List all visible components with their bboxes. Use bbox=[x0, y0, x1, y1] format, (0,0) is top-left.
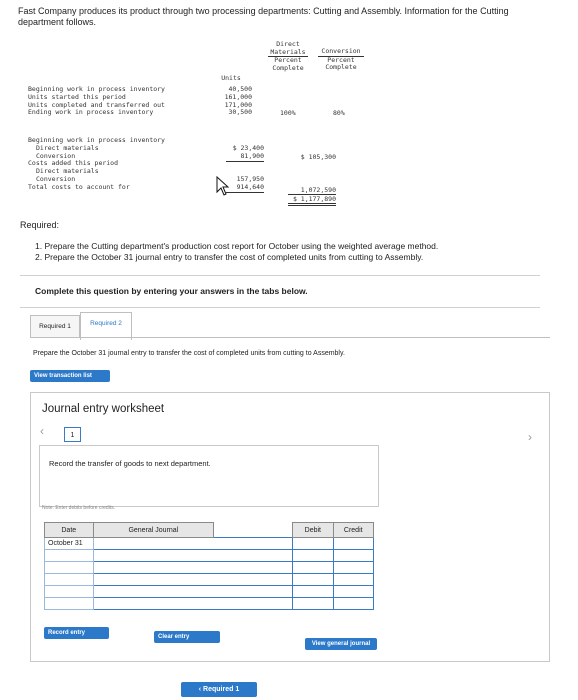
credit-cell[interactable] bbox=[333, 538, 373, 550]
account-cell[interactable] bbox=[93, 586, 293, 598]
row-label: Ending work in process inventory bbox=[28, 108, 154, 117]
account-cell[interactable] bbox=[93, 574, 293, 586]
ending-dm-percent: 100% bbox=[280, 109, 296, 117]
worksheet-note: Note: Enter debits before credits. bbox=[42, 505, 116, 511]
page-number[interactable]: 1 bbox=[64, 427, 81, 442]
table-row bbox=[45, 586, 374, 598]
clear-entry-button[interactable]: Clear entry bbox=[154, 631, 220, 643]
credit-cell[interactable] bbox=[333, 574, 373, 586]
divider bbox=[20, 275, 540, 276]
cost-labels: Beginning work in process inventory Direct materials Conversion Costs added this period Direct materials Conversion Total costs to account for bbox=[28, 136, 165, 191]
header-conversion: Conversion Percent Complete bbox=[318, 48, 364, 72]
bwip-total: $ 105,300 bbox=[300, 153, 336, 161]
account-cell[interactable] bbox=[93, 562, 293, 574]
required-heading: Required: bbox=[20, 220, 60, 230]
date-cell[interactable]: October 31 bbox=[45, 538, 94, 550]
table-row bbox=[45, 550, 374, 562]
cursor-icon bbox=[216, 176, 230, 196]
added-values: 157,950 914,640 bbox=[226, 176, 264, 193]
header-direct-materials: Direct Materials Percent Complete bbox=[268, 41, 308, 72]
unit-row-labels bbox=[28, 86, 165, 117]
table-row bbox=[45, 562, 374, 574]
account-cell[interactable] bbox=[93, 550, 293, 562]
row-label: Beginning work in process inventory bbox=[28, 85, 165, 93]
description-box bbox=[39, 445, 379, 507]
col-debit: Debit bbox=[293, 523, 333, 538]
tab-required-2[interactable]: Required 2 bbox=[80, 312, 132, 340]
record-entry-button[interactable]: Record entry bbox=[44, 627, 109, 639]
date-cell[interactable] bbox=[45, 550, 94, 562]
view-general-journal-button[interactable]: View general journal bbox=[305, 638, 377, 650]
journal-grid bbox=[44, 522, 374, 610]
credit-cell[interactable] bbox=[333, 550, 373, 562]
ending-conv-percent: 80% bbox=[333, 109, 345, 117]
tab-prompt: Prepare the October 31 journal entry to transfer the cost of completed units from cutting to Assembly. bbox=[33, 350, 345, 357]
row-label: Units completed and transferred out bbox=[28, 100, 165, 109]
table-row bbox=[45, 538, 374, 550]
col-date: Date bbox=[45, 523, 94, 538]
prev-page-icon[interactable]: ‹ bbox=[40, 424, 44, 438]
credit-cell[interactable] bbox=[333, 586, 373, 598]
view-transaction-list-button[interactable]: View transaction list bbox=[30, 370, 110, 382]
header-units: Units bbox=[221, 74, 241, 82]
debit-cell[interactable] bbox=[293, 586, 333, 598]
date-cell[interactable] bbox=[45, 562, 94, 574]
debit-cell[interactable] bbox=[293, 598, 333, 610]
tab-required-1[interactable]: Required 1 bbox=[30, 315, 80, 337]
date-cell[interactable] bbox=[45, 598, 94, 610]
worksheet-description: Record the transfer of goods to next department. bbox=[49, 459, 211, 468]
instruction: Complete this question by entering your answers in the tabs below. bbox=[35, 286, 308, 296]
account-cell[interactable] bbox=[93, 538, 293, 550]
credit-cell[interactable] bbox=[333, 598, 373, 610]
tab-border bbox=[30, 337, 550, 338]
debit-cell[interactable] bbox=[293, 574, 333, 586]
next-page-icon[interactable]: › bbox=[528, 430, 532, 444]
worksheet-title: Journal entry worksheet bbox=[42, 403, 165, 415]
required-list bbox=[35, 241, 438, 263]
cost-totals: 1,072,590 $ 1,177,890 bbox=[288, 186, 336, 206]
chevron-left-icon: ‹ bbox=[198, 686, 202, 693]
debit-cell[interactable] bbox=[293, 538, 333, 550]
col-general-journal: General Journal bbox=[93, 523, 214, 538]
prev-required-button[interactable] bbox=[181, 682, 257, 697]
credit-cell[interactable] bbox=[333, 562, 373, 574]
divider bbox=[20, 307, 540, 308]
required-item-1: 1. Prepare the Cutting department's production cost report for October using the weighted average method. bbox=[35, 241, 439, 251]
debit-cell[interactable] bbox=[293, 562, 333, 574]
table-row bbox=[45, 598, 374, 610]
table-row bbox=[45, 574, 374, 586]
col-credit: Credit bbox=[333, 523, 373, 538]
row-label: Units started this period bbox=[28, 92, 126, 101]
prev-required-label: Required 1 bbox=[203, 686, 240, 693]
account-cell[interactable] bbox=[93, 598, 293, 610]
unit-values: 40,500 161,000 171,000 30,500 bbox=[224, 85, 252, 117]
debit-cell[interactable] bbox=[293, 550, 333, 562]
required-item-2: 2. Prepare the October 31 journal entry to transfer the cost of completed units from cutting to Assembly. bbox=[35, 252, 424, 262]
date-cell[interactable] bbox=[45, 574, 94, 586]
bwip-values: $ 23,400 81,900 bbox=[226, 145, 264, 162]
date-cell[interactable] bbox=[45, 586, 94, 598]
problem-intro: Fast Company produces its product through two processing departments: Cutting and Assembly. Information for the Cutting department follows. bbox=[18, 6, 509, 27]
